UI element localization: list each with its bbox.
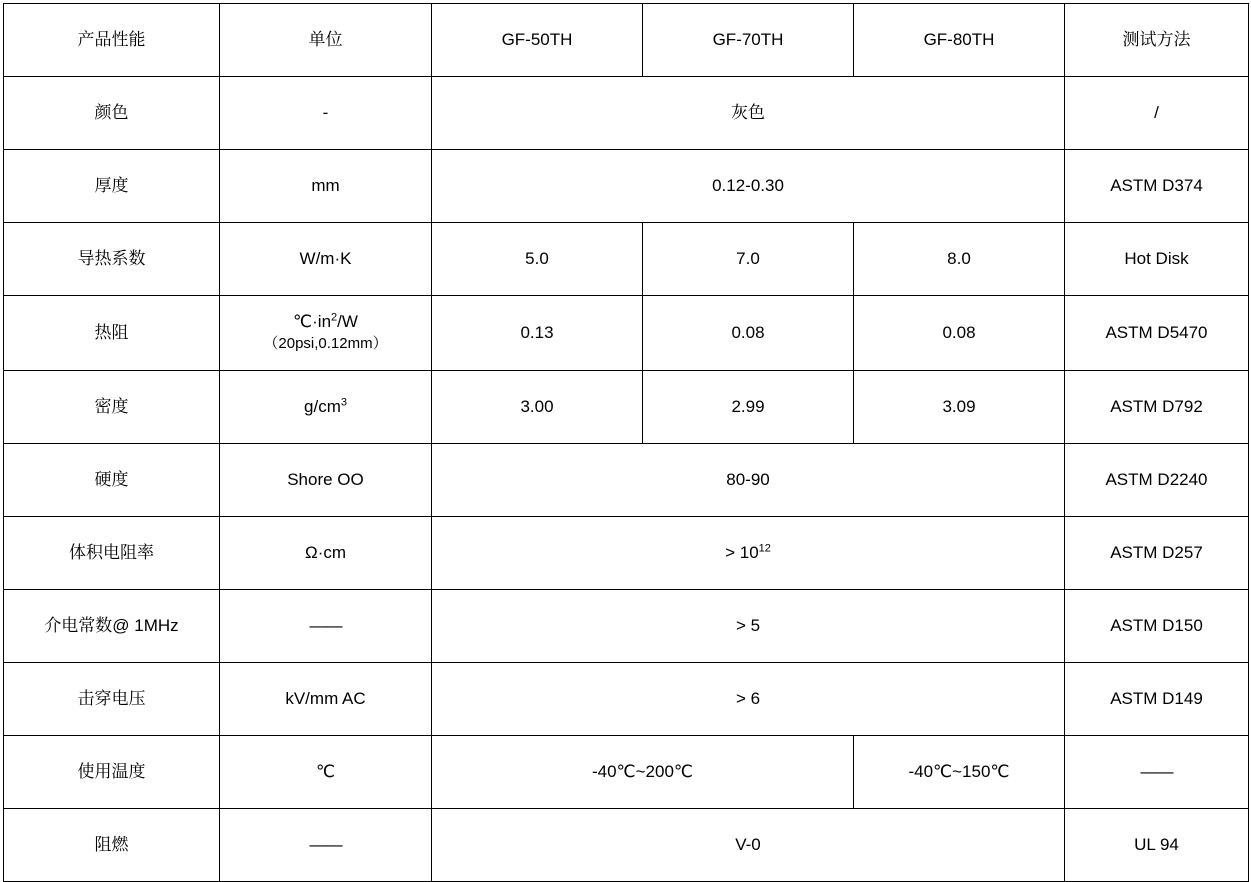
table-row	[4, 77, 1249, 150]
unit-superscript: 2	[331, 311, 338, 324]
row-property-hardness: 硬度	[4, 444, 220, 517]
row-method-color: /	[1065, 77, 1249, 150]
value-superscript: 12	[758, 541, 771, 554]
row-unit-hardness: Shore OO	[220, 444, 432, 517]
table-row	[4, 150, 1249, 223]
row-value-thermal-conductivity-gf80th: 8.0	[854, 223, 1065, 296]
unit-main-text: g/cm	[304, 396, 341, 416]
row-property-thermal-conductivity: 导热系数	[4, 223, 220, 296]
value-main-text: > 10	[725, 542, 759, 562]
row-method-dielectric-constant: ASTM D150	[1065, 590, 1249, 663]
row-unit-volume-resistivity: Ω·cm	[220, 517, 432, 590]
row-value-density-gf80th: 3.09	[854, 371, 1065, 444]
row-value-thermal-resistance-gf70th: 0.08	[643, 296, 854, 371]
row-unit-thermal-conductivity: W/m·K	[220, 223, 432, 296]
row-property-color: 颜色	[4, 77, 220, 150]
unit-main-text: ℃·in	[293, 312, 332, 332]
row-unit-breakdown-voltage: kV/mm AC	[220, 663, 432, 736]
row-method-volume-resistivity: ASTM D257	[1065, 517, 1249, 590]
row-value-thermal-conductivity-gf70th: 7.0	[643, 223, 854, 296]
column-header-gf80th: GF-80TH	[854, 4, 1065, 77]
unit-superscript: 3	[340, 395, 347, 408]
row-value-thermal-resistance-gf50th: 0.13	[432, 296, 643, 371]
column-header-unit: 单位	[220, 4, 432, 77]
table-row	[4, 809, 1249, 882]
row-value-thermal-conductivity-gf50th: 5.0	[432, 223, 643, 296]
row-method-thermal-conductivity: Hot Disk	[1065, 223, 1249, 296]
row-property-breakdown-voltage: 击穿电压	[4, 663, 220, 736]
row-value-volume-resistivity	[432, 517, 1065, 590]
product-specification-table	[3, 3, 1249, 882]
row-property-volume-resistivity: 体积电阻率	[4, 517, 220, 590]
column-header-gf50th: GF-50TH	[432, 4, 643, 77]
row-method-breakdown-voltage: ASTM D149	[1065, 663, 1249, 736]
row-method-thermal-resistance: ASTM D5470	[1065, 296, 1249, 371]
row-method-hardness: ASTM D2240	[1065, 444, 1249, 517]
column-header-property: 产品性能	[4, 4, 220, 77]
row-method-thickness: ASTM D374	[1065, 150, 1249, 223]
column-header-gf70th: GF-70TH	[643, 4, 854, 77]
row-method-flame-retardancy: UL 94	[1065, 809, 1249, 882]
row-value-operating-temperature-gf50th-gf70th: -40℃~200℃	[432, 736, 854, 809]
table-row	[4, 444, 1249, 517]
row-value-breakdown-voltage: > 6	[432, 663, 1065, 736]
table-row	[4, 663, 1249, 736]
row-property-thickness: 厚度	[4, 150, 220, 223]
table-row	[4, 296, 1249, 371]
row-value-density-gf70th: 2.99	[643, 371, 854, 444]
table-row	[4, 517, 1249, 590]
row-unit-dielectric-constant: ——	[220, 590, 432, 663]
row-value-dielectric-constant: > 5	[432, 590, 1065, 663]
row-value-color: 灰色	[432, 77, 1065, 150]
row-value-hardness: 80-90	[432, 444, 1065, 517]
row-property-operating-temperature: 使用温度	[4, 736, 220, 809]
row-unit-thickness: mm	[220, 150, 432, 223]
table-row	[4, 736, 1249, 809]
row-unit-color: -	[220, 77, 432, 150]
row-value-thermal-resistance-gf80th: 0.08	[854, 296, 1065, 371]
row-property-flame-retardancy: 阻燃	[4, 809, 220, 882]
column-header-test-method: 测试方法	[1065, 4, 1249, 77]
row-value-density-gf50th: 3.00	[432, 371, 643, 444]
row-method-density: ASTM D792	[1065, 371, 1249, 444]
row-property-dielectric-constant: 介电常数@ 1MHz	[4, 590, 220, 663]
row-unit-density	[220, 371, 432, 444]
row-property-thermal-resistance: 热阻	[4, 296, 220, 371]
table-row	[4, 223, 1249, 296]
table-row	[4, 371, 1249, 444]
row-value-operating-temperature-gf80th: -40℃~150℃	[854, 736, 1065, 809]
row-method-operating-temperature: ——	[1065, 736, 1249, 809]
unit-tail-text: /W	[337, 312, 358, 332]
table-header-row	[4, 4, 1249, 77]
row-unit-flame-retardancy: ——	[220, 809, 432, 882]
row-unit-thermal-resistance	[220, 296, 432, 371]
row-value-thickness: 0.12-0.30	[432, 150, 1065, 223]
unit-condition-text: （20psi,0.12mm）	[263, 335, 388, 353]
table-row	[4, 590, 1249, 663]
row-value-flame-retardancy: V-0	[432, 809, 1065, 882]
row-property-density: 密度	[4, 371, 220, 444]
row-unit-operating-temperature: ℃	[220, 736, 432, 809]
